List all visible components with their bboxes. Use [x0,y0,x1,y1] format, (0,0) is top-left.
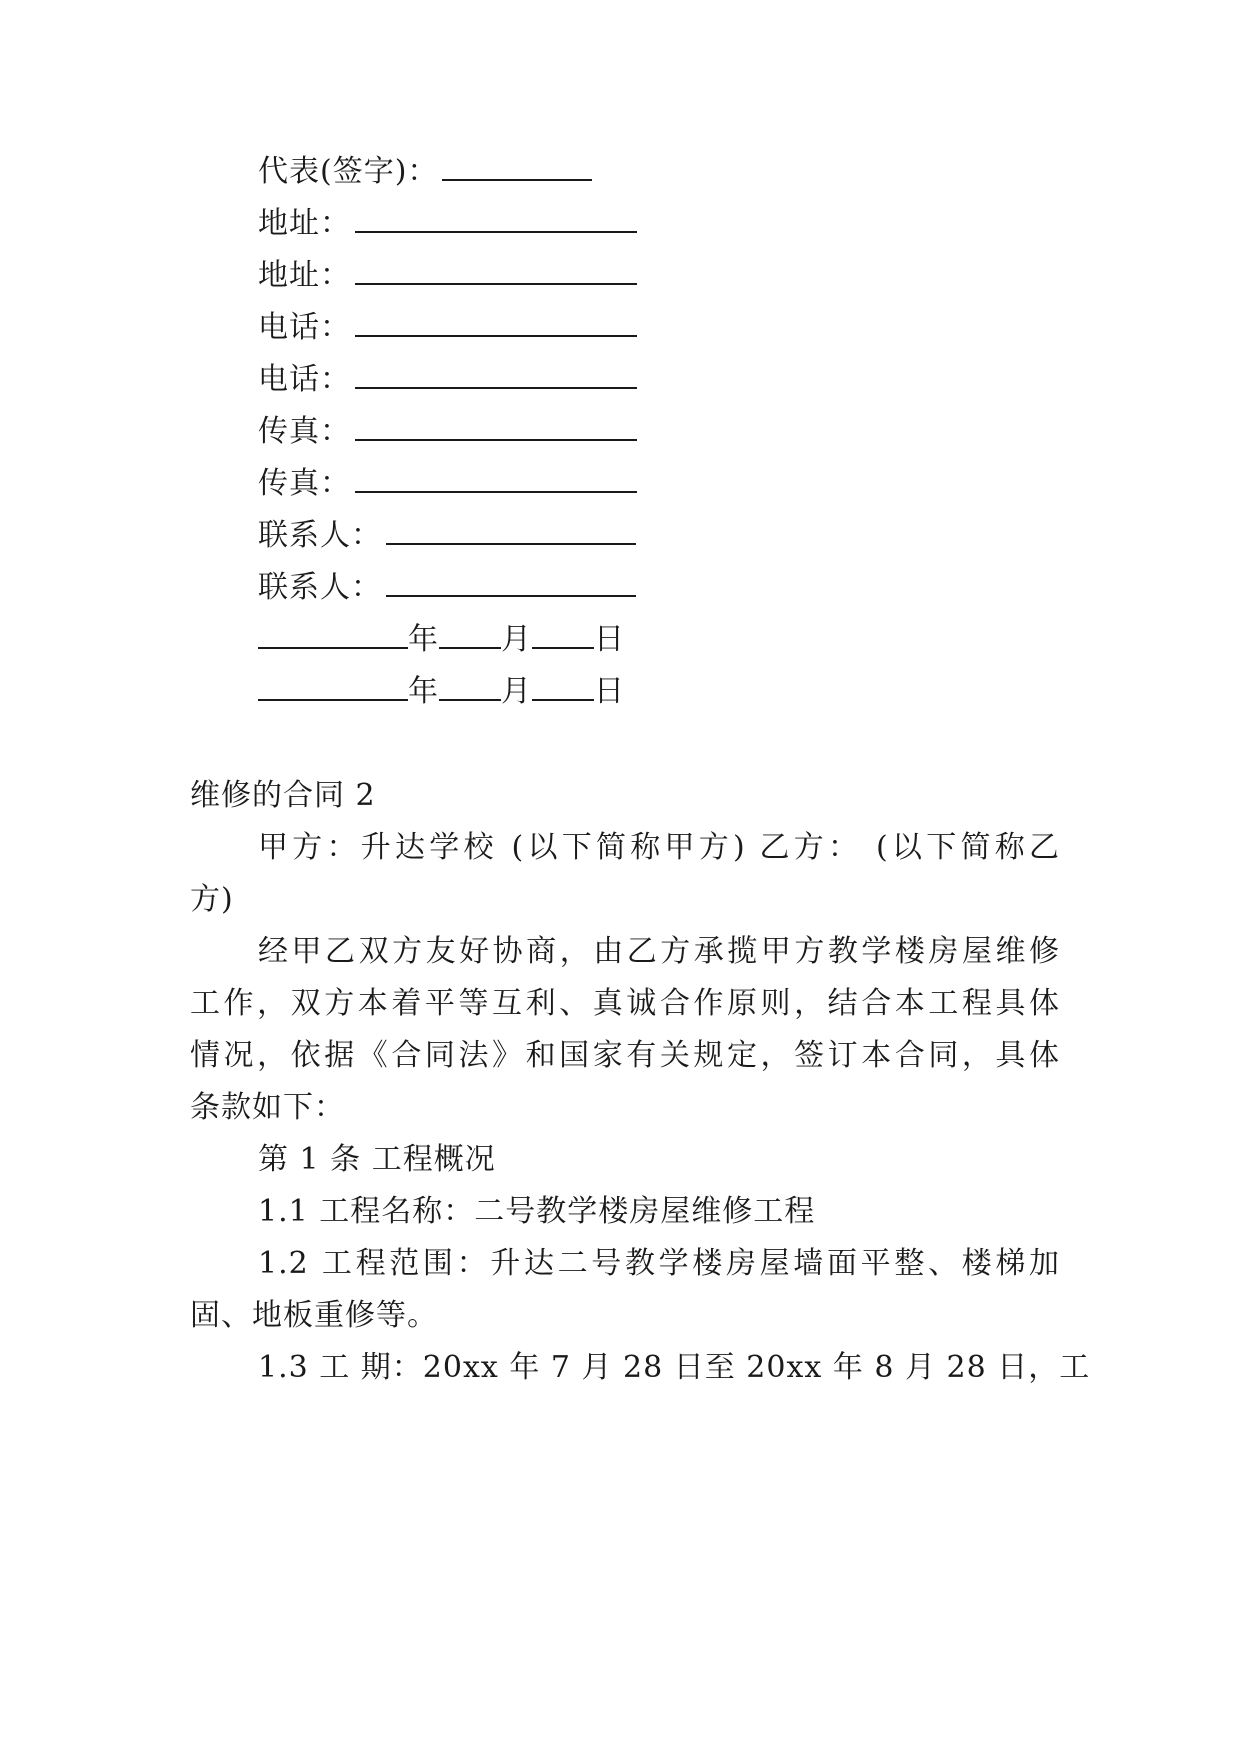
item-1-2-line-2: 固、地板重修等。 [190,1298,438,1333]
address-blank-1 [355,207,637,233]
date-line-2 [258,672,625,712]
contact-label-2: 联系人： [258,570,382,605]
address-label-2: 地址： [258,258,351,293]
year-label-1: 年 [408,622,439,657]
fax-label-1: 传真： [258,414,351,449]
fax-blank-1 [355,415,637,441]
year-blank-2 [258,675,408,701]
intro-line-3: 情况，依据《合同法》和国家有关规定，签订本合同，具体 [190,1038,1060,1073]
month-blank-1 [439,623,501,649]
day-blank-2 [532,675,594,701]
article-1-heading: 第 1 条 工程概况 [258,1142,496,1177]
fax-line-2 [258,464,637,504]
month-label-1: 月 [501,622,532,657]
contact-blank-1 [386,519,636,545]
fax-line-1 [258,412,637,452]
phone-blank-2 [355,363,637,389]
item-1-2-line-1: 1.2 工程范围：升达二号教学楼房屋墙面平整、楼梯加 [258,1246,1060,1281]
representative-signature-line [258,152,592,192]
representative-blank [442,155,592,181]
phone-label-1: 电话： [258,310,351,345]
fax-blank-2 [355,467,637,493]
phone-line-1 [258,308,637,348]
item-1-1: 1.1 工程名称：二号教学楼房屋维修工程 [258,1194,816,1229]
day-blank-1 [532,623,594,649]
address-line-1 [258,204,637,244]
representative-label: 代表(签字)： [258,154,439,189]
intro-line-2: 工作，双方本着平等互利、真诚合作原则，结合本工程具体 [190,986,1060,1021]
intro-line-4: 条款如下： [190,1090,345,1125]
month-label-2: 月 [501,674,532,709]
contact-line-2 [258,568,636,608]
year-label-2: 年 [408,674,439,709]
date-line-1 [258,620,625,660]
fax-label-2: 传真： [258,466,351,501]
contact-blank-2 [386,571,636,597]
day-label-2: 日 [594,674,625,709]
address-label-1: 地址： [258,206,351,241]
phone-line-2 [258,360,637,400]
year-blank-1 [258,623,408,649]
item-1-3: 1.3 工 期：20xx 年 7 月 28 日至 20xx 年 8 月 28 日，工 [258,1350,1091,1385]
intro-line-1: 经甲乙双方友好协商，由乙方承揽甲方教学楼房屋维修 [258,934,1060,969]
phone-blank-1 [355,311,637,337]
parties-line-2: 方) [190,882,234,917]
day-label-1: 日 [594,622,625,657]
parties-line-1: 甲方：升达学校 (以下简称甲方) 乙方： (以下简称乙 [258,830,1060,865]
contact-line-1 [258,516,636,556]
month-blank-2 [439,675,501,701]
section-title: 维修的合同 2 [190,778,376,813]
address-blank-2 [355,259,637,285]
address-line-2 [258,256,637,296]
phone-label-2: 电话： [258,362,351,397]
contact-label-1: 联系人： [258,518,382,553]
